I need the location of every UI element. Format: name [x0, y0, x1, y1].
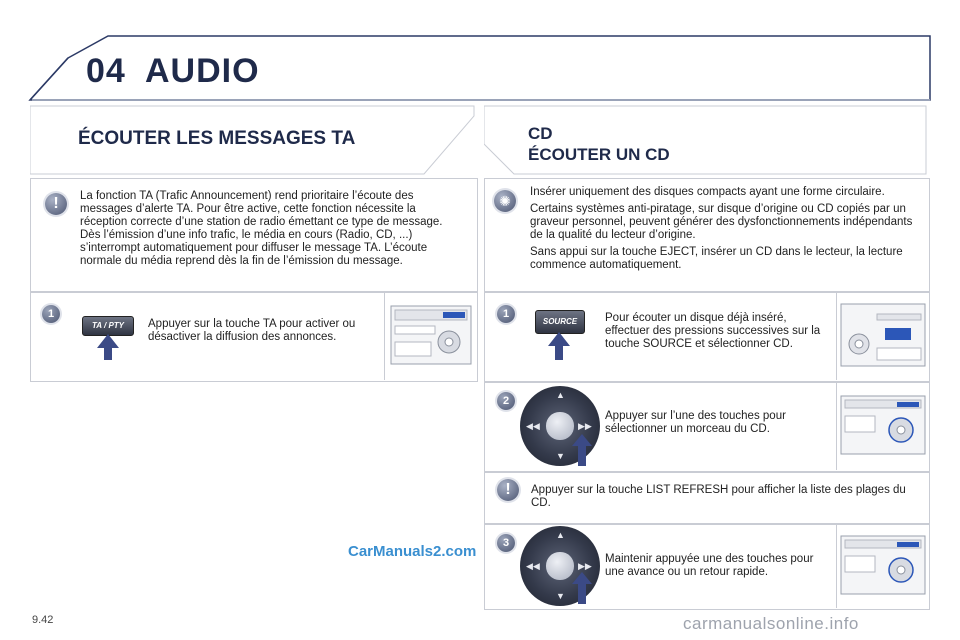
warning-icon: !: [497, 479, 519, 501]
up-arrow-icon: [97, 334, 119, 360]
up-arrow-icon: [548, 332, 570, 360]
navigation-dial-icon: ▲ ▼ ◀◀ ▶▶: [520, 386, 600, 466]
cd-warning-text: Appuyer sur la touche LIST REFRESH pour afficher la liste des plages du CD.: [531, 484, 906, 509]
ta-pty-key: TA / PTY: [82, 316, 134, 336]
up-arrow-icon: [572, 572, 592, 604]
cd-info-paragraph: Certains systèmes anti-piratage, sur disque d’origine ou CD copiés par un graveur personnel, peuvent générer des dysfonctionnements indépendants de la qualité du lecteur d’origine.: [530, 203, 913, 241]
step-3-badge: 3: [497, 534, 515, 552]
left-section-title: ÉCOUTER LES MESSAGES TA: [78, 128, 356, 149]
source-key: SOURCE: [535, 310, 585, 334]
radio-unit-illustration: [836, 524, 929, 608]
step-1-badge: 1: [497, 305, 515, 323]
car-radio-icon: [837, 382, 929, 470]
car-radio-icon: [837, 524, 929, 608]
step-2-badge: 2: [497, 392, 515, 410]
header-frame: [0, 0, 960, 110]
cd-step-1-text: Pour écouter un disque déjà inséré, effectuer des pressions successives sur la touche SOURCE et sélectionner CD.: [605, 312, 821, 350]
ta-step-1-text: Appuyer sur la touche TA pour activer ou désactiver la diffusion des annonces.: [148, 318, 356, 343]
car-radio-icon: [385, 292, 477, 380]
page-title: AUDIO: [145, 52, 260, 90]
right-section-title: ÉCOUTER UN CD: [528, 145, 670, 164]
radio-unit-illustration: [836, 382, 929, 470]
step-1-badge: 1: [42, 305, 60, 323]
ta-warning-text: La fonction TA (Trafic Announcement) rend prioritaire l’écoute des messages d’alerte TA. Pour être active, cette fonction nécessite la réception correcte d’une station de radio émettant ce type de message. Dès l’émission d’une info trafic, le média en cours (Radio, CD, ...) s’interrompt automatiquement pour diffuser le message TA. L’écoute normale du média reprend dès la fin de l’émission du message.: [80, 190, 443, 267]
cd-info-paragraph: Insérer uniquement des disques compacts ayant une forme circulaire.: [530, 186, 885, 198]
chapter-number: 04: [86, 52, 126, 90]
watermark-text: carmanualsonline.info: [683, 614, 859, 633]
cd-step-3-text: Maintenir appuyée une des touches pour une avance ou un retour rapide.: [605, 553, 814, 578]
warning-icon: !: [45, 193, 67, 215]
up-arrow-icon: [572, 434, 592, 466]
cd-info-text: [530, 186, 920, 276]
cd-info-paragraph: Sans appui sur la touche EJECT, insérer un CD dans le lecteur, la lecture commence automatiquement.: [530, 246, 903, 271]
car-radio-icon: [837, 292, 929, 380]
navigation-dial-icon: ▲ ▼ ◀◀ ▶▶: [520, 526, 600, 606]
page-number: 9.42: [32, 614, 54, 626]
cd-step-2-text: Appuyer sur l’une des touches pour sélectionner un morceau du CD.: [605, 410, 786, 435]
radio-unit-illustration: [836, 292, 929, 380]
watermark-link[interactable]: CarManuals2.com: [348, 543, 477, 560]
right-section-title-cd: CD: [528, 124, 553, 143]
radio-unit-illustration: [384, 292, 477, 380]
sun-icon: ✺: [494, 190, 516, 212]
